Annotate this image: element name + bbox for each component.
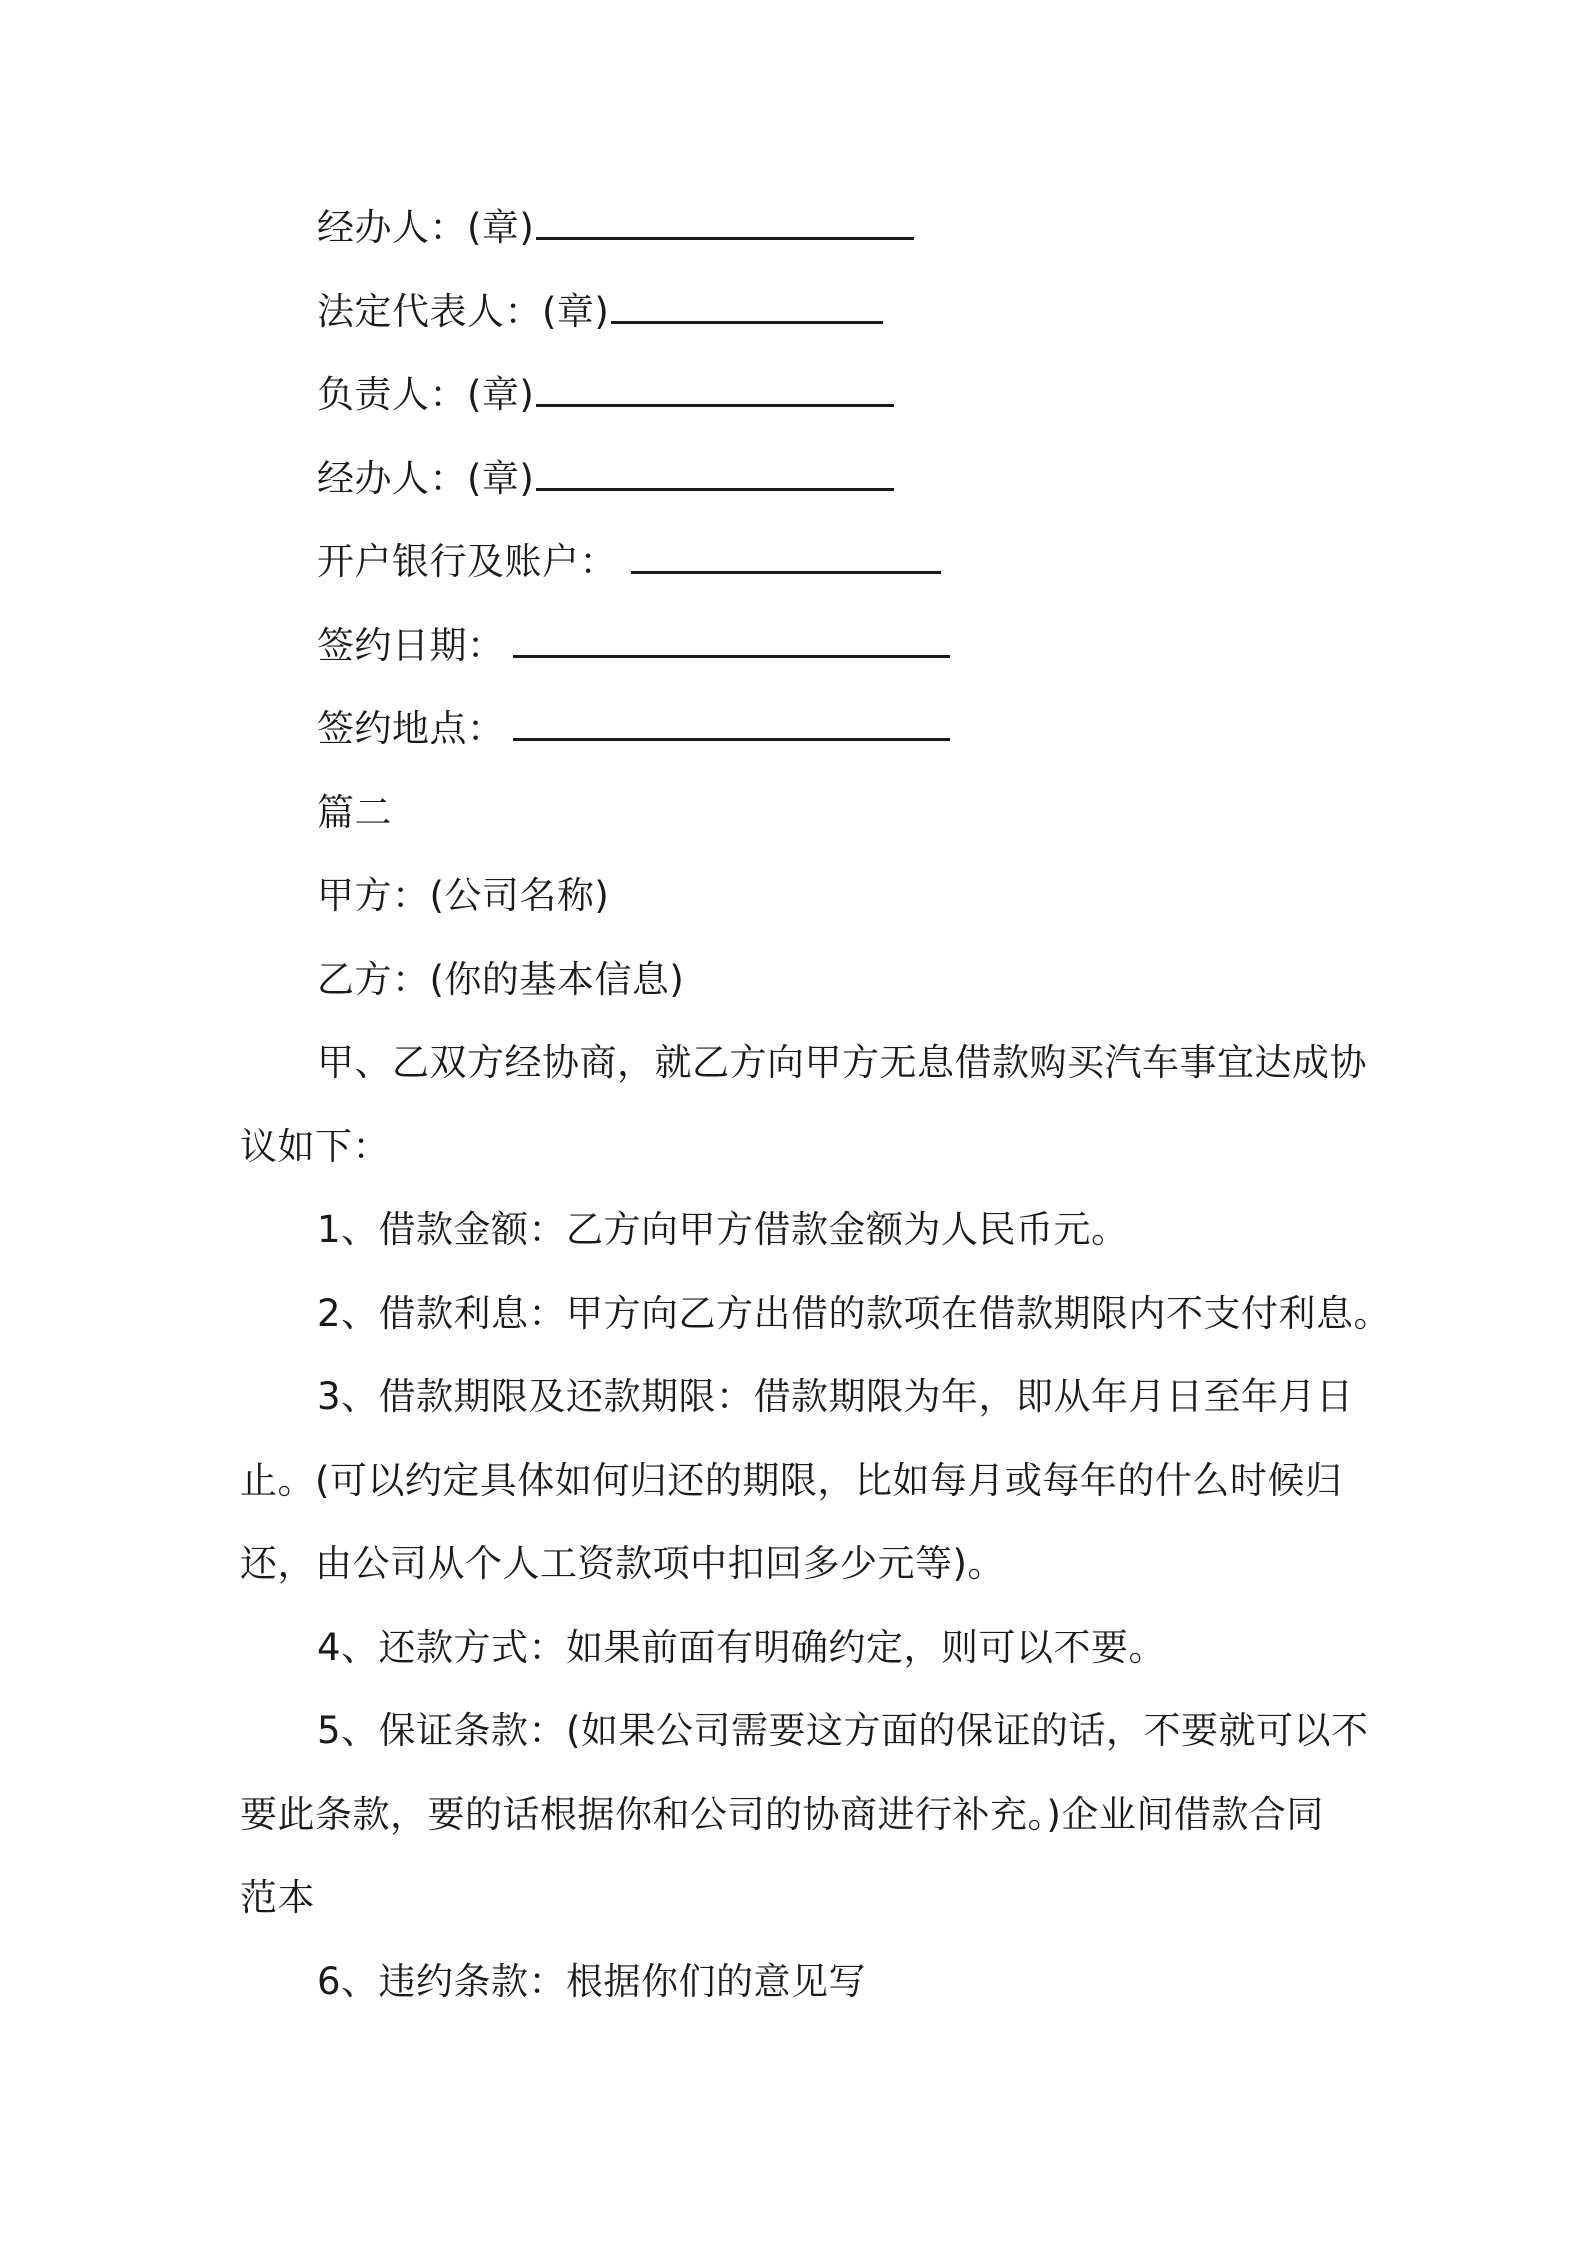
clause-3-cont: 还，由公司从个人工资款项中扣回多少元等)。 xyxy=(240,1542,1005,1585)
clause-5: 5、保证条款：(如果公司需要这方面的保证的话，不要就可以不 xyxy=(317,1709,1369,1752)
signature-blank xyxy=(611,287,883,324)
clause-5-cont: 要此条款，要的话根据你和公司的协商进行补充。)企业间借款合同 xyxy=(240,1793,1324,1836)
signature-line-bank-account xyxy=(317,537,941,587)
signature-label: 签约地点： xyxy=(317,707,505,750)
signature-line-handler xyxy=(317,203,914,253)
party-a: 甲方：(公司名称) xyxy=(317,874,610,917)
signature-line-handler-2 xyxy=(317,454,894,504)
clause-5-cont: 范本 xyxy=(240,1876,315,1919)
signature-label: 签约日期： xyxy=(317,624,505,667)
signature-blank xyxy=(536,454,894,491)
signature-line-person-in-charge xyxy=(317,370,894,420)
intro-paragraph-cont: 议如下： xyxy=(240,1125,390,1168)
clause-3: 3、借款期限及还款期限：借款期限为年，即从年月日至年月日 xyxy=(317,1375,1354,1418)
clause-6: 6、违约条款：根据你们的意见写 xyxy=(317,1960,867,2003)
party-b: 乙方：(你的基本信息) xyxy=(317,958,685,1001)
signature-label: 负责人：(章) xyxy=(317,373,535,416)
signature-line-legal-rep xyxy=(317,287,883,337)
signature-line-sign-place xyxy=(317,704,950,754)
signature-label: 开户银行及账户： xyxy=(317,540,617,583)
clause-4: 4、还款方式：如果前面有明确约定，则可以不要。 xyxy=(317,1626,1167,1669)
signature-label: 法定代表人：(章) xyxy=(317,290,610,333)
clause-3-cont: 止。(可以约定具体如何归还的期限，比如每月或每年的什么时候归 xyxy=(240,1459,1343,1502)
signature-blank xyxy=(536,203,914,240)
signature-blank xyxy=(631,537,941,574)
signature-line-sign-date xyxy=(317,621,950,671)
clause-1: 1、借款金额：乙方向甲方借款金额为人民币元。 xyxy=(317,1208,1129,1251)
signature-blank xyxy=(536,370,894,407)
signature-blank xyxy=(513,621,950,658)
signature-label: 经办人：(章) xyxy=(317,457,535,500)
signature-blank xyxy=(513,704,950,741)
signature-label: 经办人：(章) xyxy=(317,206,535,249)
section-heading: 篇二 xyxy=(317,791,392,834)
intro-paragraph: 甲、乙双方经协商，就乙方向甲方无息借款购买汽车事宜达成协 xyxy=(317,1041,1367,1084)
clause-2: 2、借款利息：甲方向乙方出借的款项在借款期限内不支付利息。 xyxy=(317,1292,1392,1335)
